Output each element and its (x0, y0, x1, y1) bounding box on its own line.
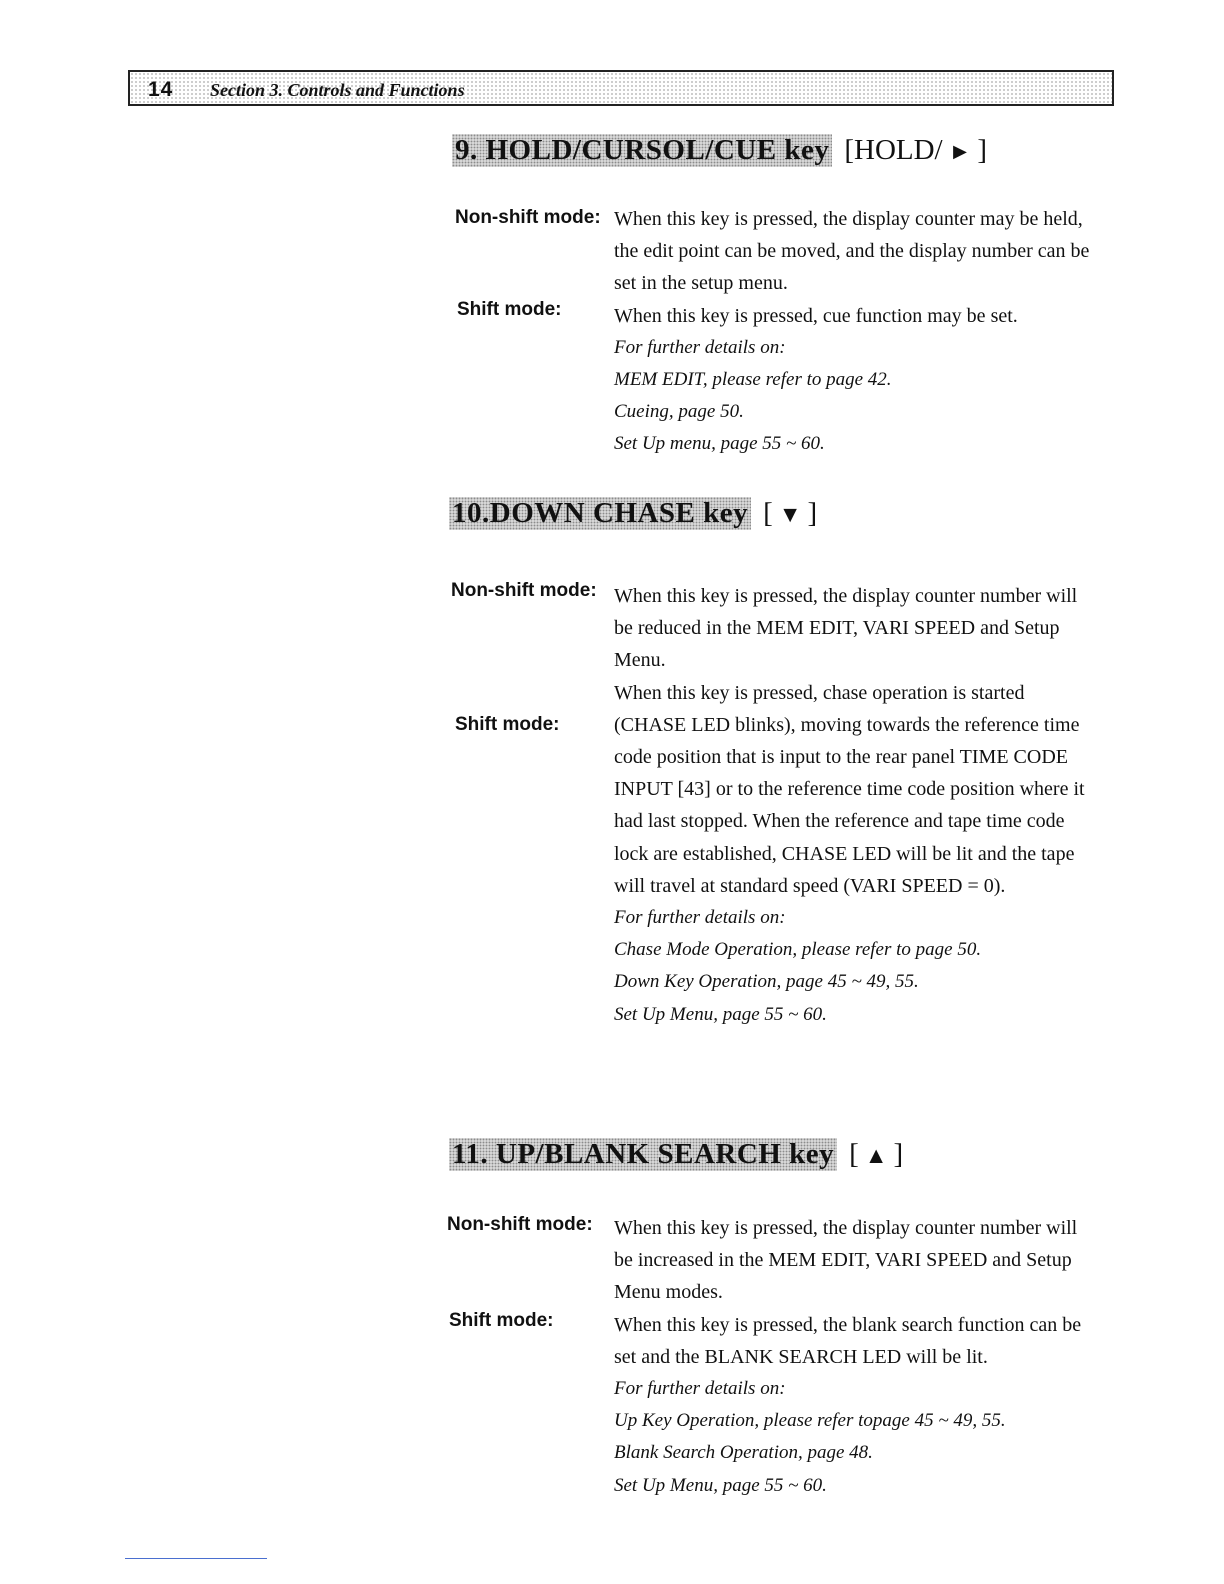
reference-line: Set Up Menu, page 55 ~ 60. (614, 1003, 827, 1025)
key-bracket: [ ▲ ] (849, 1138, 904, 1170)
non-shift-description: When this key is pressed, the display counter number will be increased in the MEM EDIT, VARI SPEED and Setup Menu modes. (614, 1217, 1078, 1304)
reference-line: Cueing, page 50. (614, 401, 744, 423)
shift-description: When this key is pressed, the blank search function can be set and the BLANK SEARCH LED will be lit. (614, 1313, 1082, 1368)
non-shift-mode-label: Non-shift mode: (451, 580, 597, 601)
reference-line: Blank Search Operation, page 48. (614, 1442, 873, 1464)
key-title: 10.DOWN CHASE key (449, 497, 751, 530)
page-header (128, 70, 1114, 106)
up-arrow-icon: ▲ (864, 1143, 888, 1168)
non-shift-description: When this key is pressed, the display counter number will be reduced in the MEM EDIT, VARI SPEED and Setup Menu. (614, 585, 1078, 672)
reference-line: MEM EDIT, please refer to page 42. (614, 369, 892, 391)
non-shift-mode-label: Non-shift mode: (455, 207, 601, 228)
shift-mode-label: Shift mode: (449, 1310, 554, 1331)
reference-list (614, 332, 1100, 461)
description-block (614, 580, 1100, 1031)
play-arrow-icon: ► (948, 139, 972, 164)
reference-line: For further details on: (614, 336, 786, 358)
page-number: 14 (148, 78, 174, 101)
key-title: 9. HOLD/CURSOL/CUE key (452, 134, 832, 167)
reference-line: Set Up menu, page 55 ~ 60. (614, 433, 825, 455)
reference-line: Up Key Operation, please refer topage 45 ~ 49, 55. (614, 1410, 1006, 1432)
key-title: 11. UP/BLANK SEARCH key (449, 1138, 837, 1171)
key-bracket: [HOLD/ ► ] (844, 134, 988, 166)
key-heading-up-blank-search (449, 1138, 903, 1171)
reference-line: Down Key Operation, page 45 ~ 49, 55. (614, 971, 919, 993)
reference-list (614, 1373, 1100, 1502)
description-block (614, 203, 1100, 461)
reference-line: For further details on: (614, 907, 786, 929)
shift-mode-label: Shift mode: (457, 299, 562, 320)
non-shift-description: When this key is pressed, the display counter may be held, the edit point can be moved, and the display number can be set in the setup menu. (614, 208, 1090, 295)
footer-rule (125, 1558, 267, 1559)
shift-description: When this key is pressed, cue function may be set. (614, 304, 1018, 327)
shift-mode-label: Shift mode: (455, 714, 560, 735)
key-heading-hold (452, 134, 987, 167)
reference-list (614, 902, 1100, 1031)
reference-line: Set Up Menu, page 55 ~ 60. (614, 1474, 827, 1496)
key-heading-down-chase (449, 497, 817, 530)
shift-description: When this key is pressed, chase operation is started (CHASE LED blinks), moving towards the reference time code position that is input to the rear panel TIME CODE INPUT [43] or to the reference time code position where it had last stopped. When the reference and tape time code lock are established, CHASE LED will be lit and the tape will travel at standard speed (VARI SPEED = 0). (614, 681, 1085, 897)
description-block (614, 1212, 1100, 1502)
reference-line: For further details on: (614, 1378, 786, 1400)
section-title: Section 3. Controls and Functions (210, 80, 465, 100)
down-arrow-icon: ▼ (778, 502, 802, 527)
reference-line: Chase Mode Operation, please refer to page 50. (614, 939, 982, 961)
key-bracket: [ ▼ ] (763, 497, 818, 529)
non-shift-mode-label: Non-shift mode: (447, 1214, 593, 1235)
